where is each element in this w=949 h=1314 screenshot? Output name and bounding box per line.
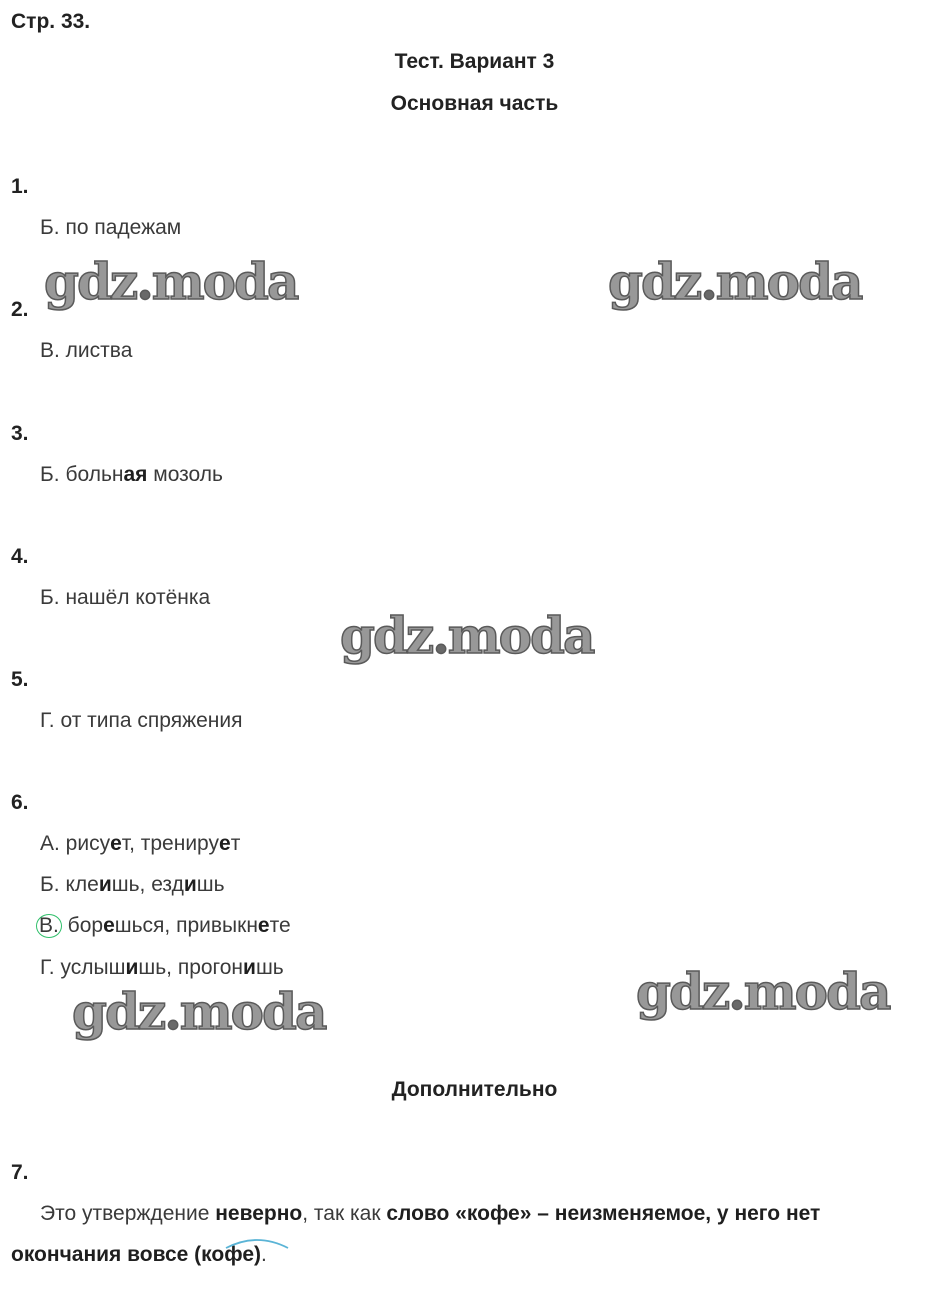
watermark-logo: gdz.moda (72, 982, 326, 1041)
answer-5: Г. от типа спряжения (40, 709, 243, 732)
question-number-6: 6. (11, 791, 29, 814)
section-title-extra: Дополнительно (391, 1078, 558, 1101)
option-6a: А. рисует, тренирует (40, 832, 241, 855)
answer-circle: В. (36, 914, 62, 938)
watermark-logo: gdz.moda (340, 606, 594, 665)
page-reference: Стр. 33. (11, 10, 91, 33)
answer-7-line2: окончания вовсе (кофе). (11, 1243, 267, 1266)
answer-2: В. листва (40, 339, 133, 362)
watermark-logo: gdz.moda (636, 962, 890, 1021)
option-6b: Б. клеишь, ездишь (40, 873, 225, 896)
watermark-logo: gdz.moda (44, 252, 298, 311)
question-number-1: 1. (11, 175, 29, 198)
ending-arc-mark (223, 1234, 291, 1250)
question-number-7: 7. (11, 1161, 29, 1184)
question-number-4: 4. (11, 545, 29, 568)
question-number-5: 5. (11, 668, 29, 691)
watermark-logo: gdz.moda (608, 252, 862, 311)
answer-3: Б. больная мозоль (40, 463, 223, 486)
test-title: Тест. Вариант 3 (394, 50, 555, 73)
answer-1: Б. по падежам (40, 216, 182, 239)
question-number-2: 2. (11, 298, 29, 321)
answer-4: Б. нашёл котёнка (40, 586, 211, 609)
section-title-main: Основная часть (390, 92, 559, 115)
option-6c-correct: В. борешься, привыкнете (40, 914, 291, 938)
option-6d: Г. услышишь, прогонишь (40, 956, 284, 979)
answer-7-line1: Это утверждение неверно, так как слово «кофе» – неизменяемое, у него нет (40, 1202, 821, 1225)
question-number-3: 3. (11, 422, 29, 445)
